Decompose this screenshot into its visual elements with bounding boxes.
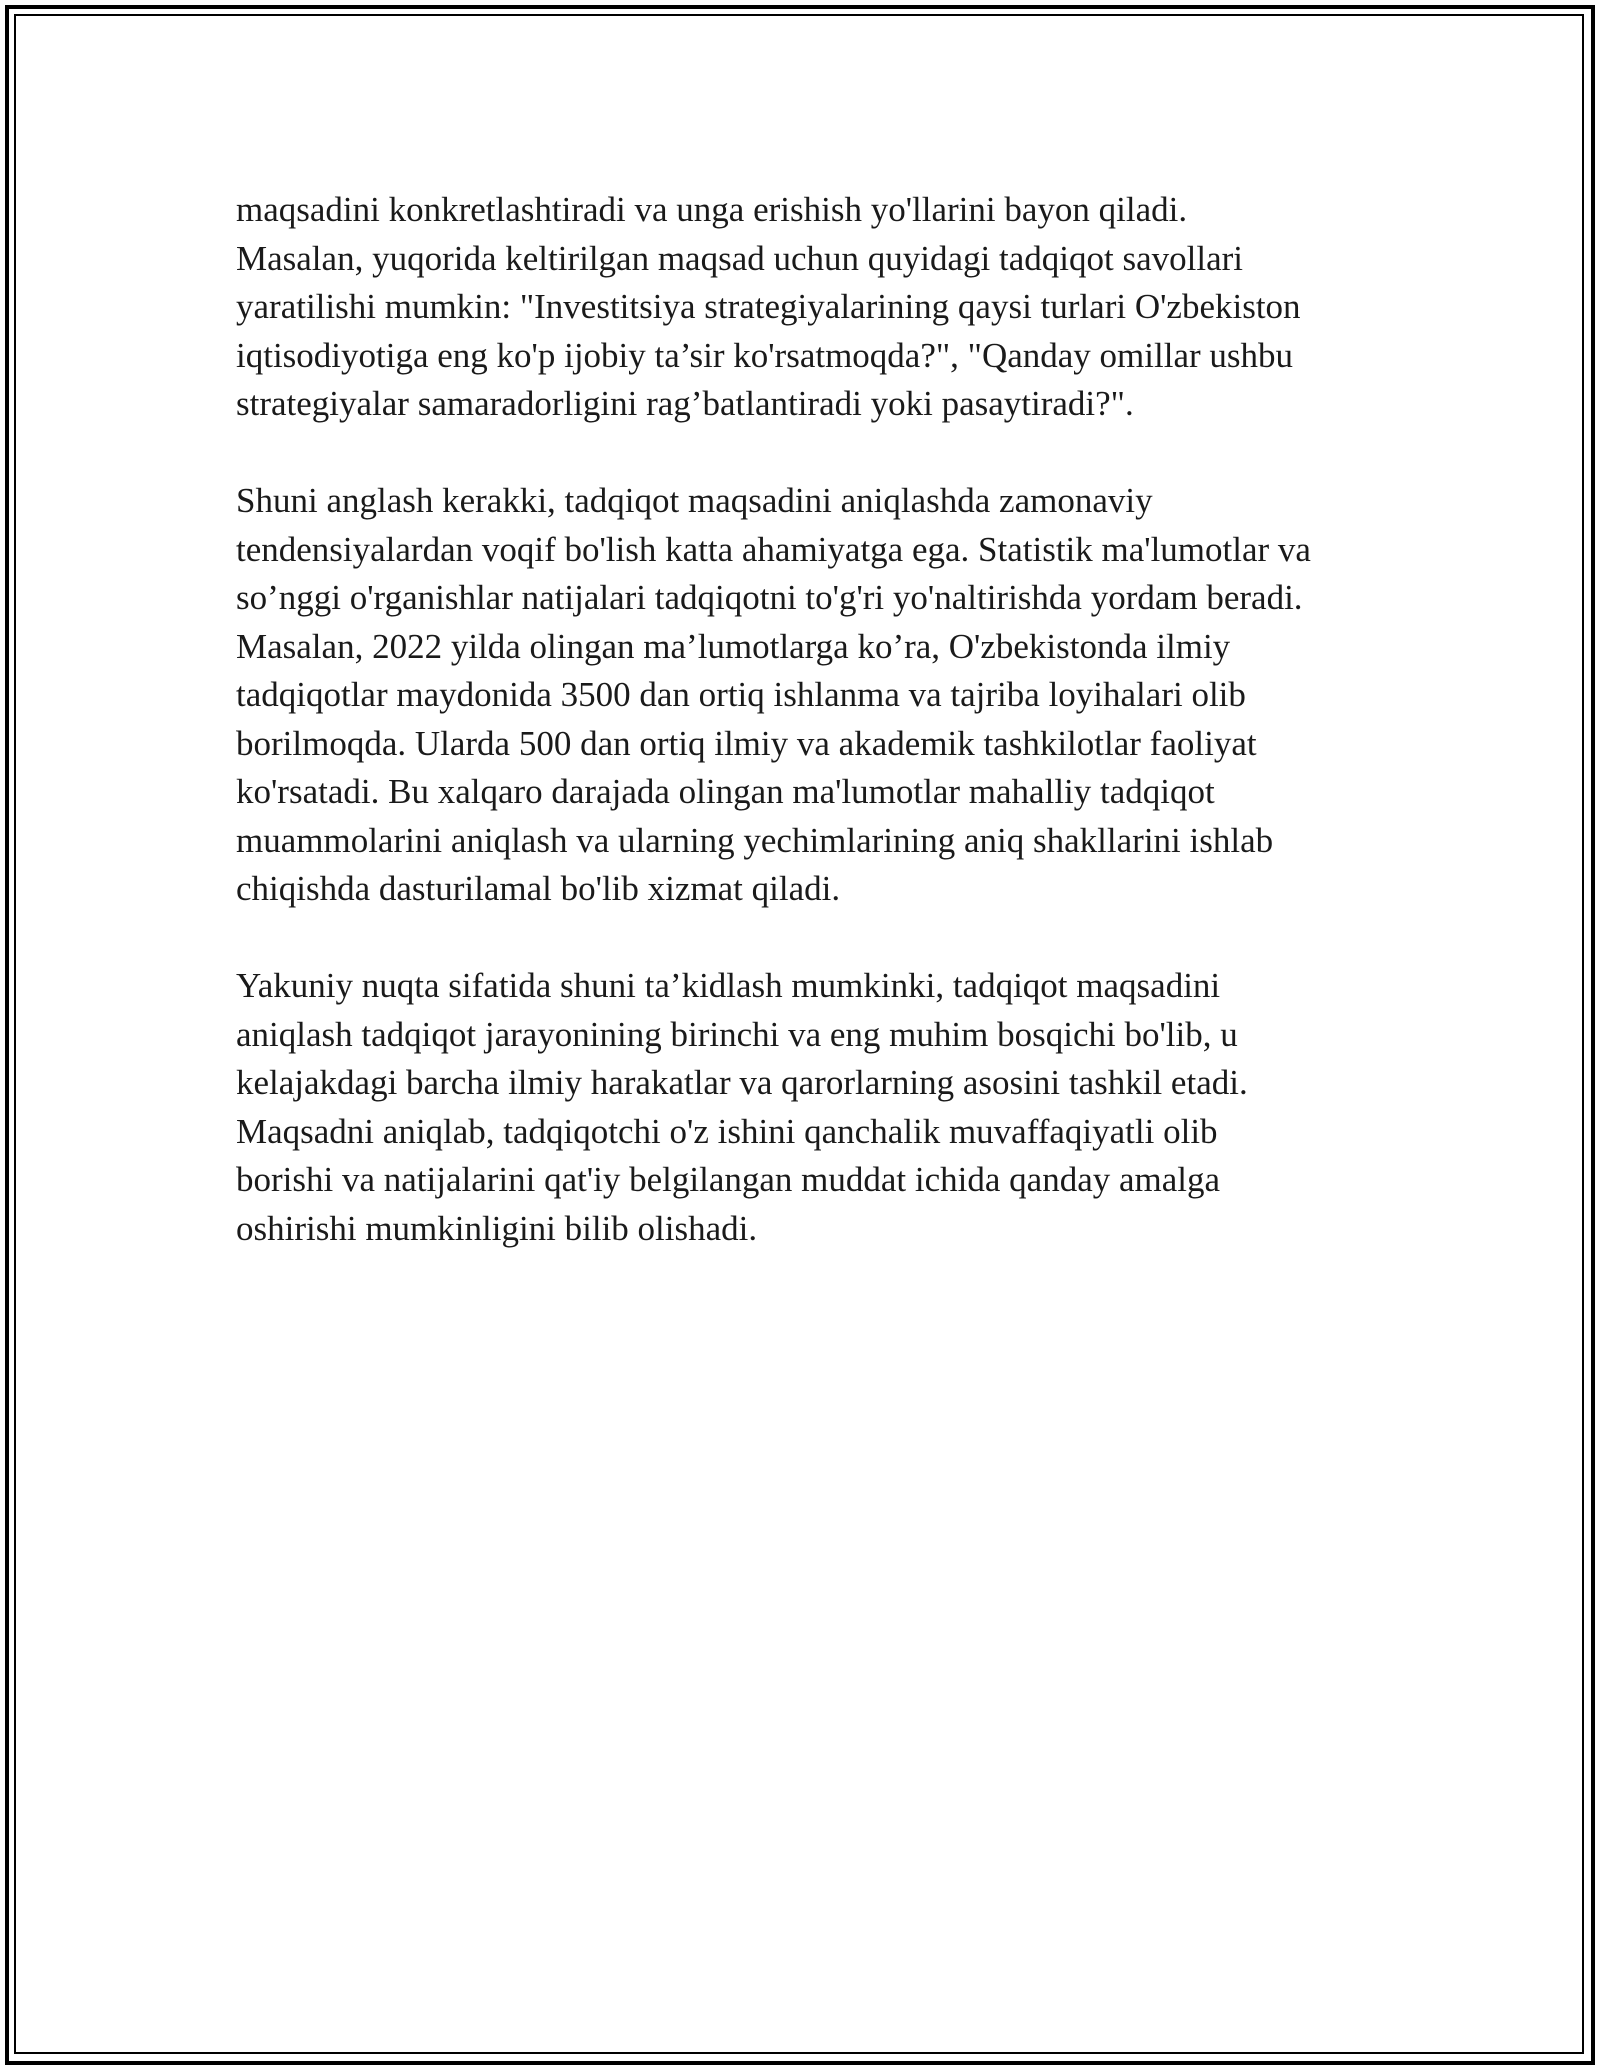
text-line: so’nggi o'rganishlar natijalari tadqiqotni to'g'ri yo'naltirishda yordam beradi. [236,578,1303,617]
text-line: borishi va natijalarini qat'iy belgilangan muddat ichida qanday amalga [236,1160,1221,1199]
text-line: iqtisodiyotiga eng ko'p ijobiy ta’sir ko'rsatmoqda?", "Qanday omillar ushbu [236,335,1294,375]
document-body [236,186,1386,1302]
paragraph-1 [236,186,1386,429]
text-line: chiqishda dasturilamal bo'lib xizmat qiladi. [236,869,841,908]
text-line: aniqlash tadqiqot jarayonining birinchi va eng muhim bosqichi bo'lib, u [236,1014,1238,1054]
text-line: Masalan, yuqorida keltirilgan maqsad uchun quyidagi tadqiqot savollari [236,238,1243,278]
text-line: borilmoqda. Ularda 500 dan ortiq ilmiy va akademik tashkilotlar faoliyat [236,723,1257,763]
text-line: maqsadini konkretlashtiradi va unga erishish yo'llarini bayon qiladi. [236,190,1188,229]
text-line: tendensiyalardan voqif bo'lish katta ahamiyatga ega. Statistik ma'lumotlar va [236,529,1311,569]
paragraph-2 [236,477,1386,914]
text-line: Shuni anglash kerakki, tadqiqot maqsadini aniqlashda zamonaviy [236,481,1153,520]
text-line: kelajakdagi barcha ilmiy harakatlar va qarorlarning asosini tashkil etadi. [236,1063,1248,1102]
text-line: Yakuniy nuqta sifatida shuni ta’kidlash mumkinki, tadqiqot maqsadini [236,966,1221,1005]
text-line: tadqiqotlar maydonida 3500 dan ortiq ishlanma va tajriba loyihalari olib [236,675,1246,714]
text-line: yaratilishi mumkin: "Investitsiya strategiyalarining qaysi turlari O'zbekiston [236,287,1301,326]
text-line: Masalan, 2022 yilda olingan ma’lumotlarga ko’ra, O'zbekistonda ilmiy [236,626,1231,666]
text-line: strategiyalar samaradorligini rag’batlantiradi yoki pasaytiradi?". [236,384,1134,423]
text-line: ko'rsatadi. Bu xalqaro darajada olingan ma'lumotlar mahalliy tadqiqot [236,772,1215,811]
text-line: Maqsadni aniqlab, tadqiqotchi o'z ishini qanchalik muvaffaqiyatli olib [236,1111,1218,1151]
text-line: oshirishi mumkinligini bilib olishadi. [236,1208,758,1248]
text-line: muammolarini aniqlash va ularning yechimlarining aniq shakllarini ishlab [236,820,1274,860]
paragraph-3 [236,962,1386,1253]
